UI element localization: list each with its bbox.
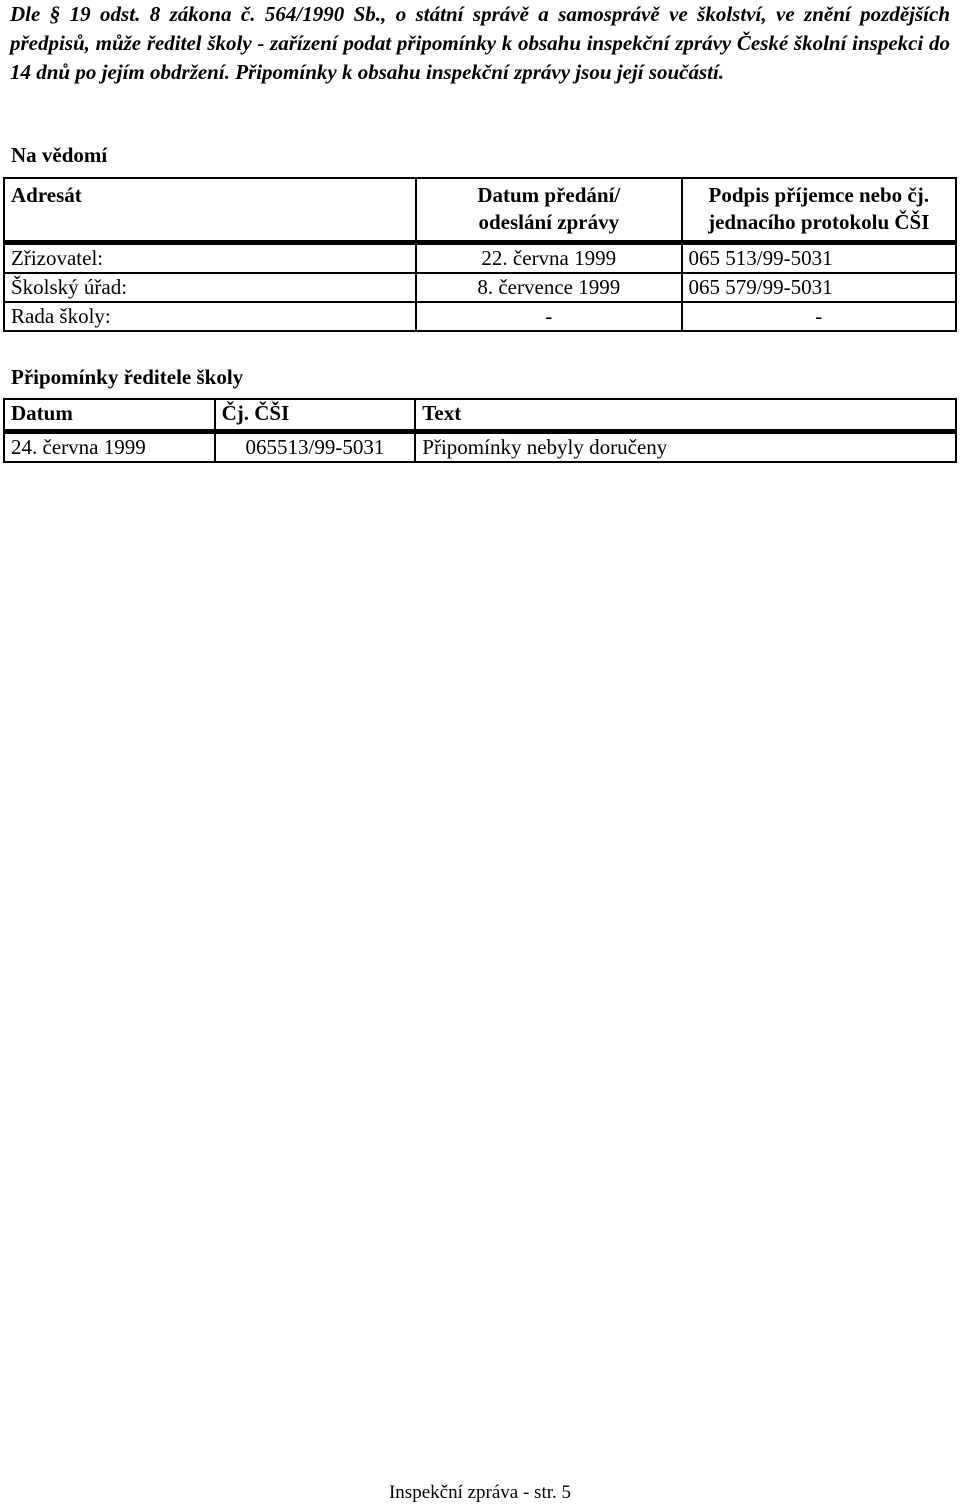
table-row: [4, 243, 956, 274]
table-row: [4, 302, 956, 331]
header-podpis-line1: Podpis příjemce nebo čj.: [708, 183, 929, 207]
table-header-row: [4, 178, 956, 243]
header-datum: [416, 178, 681, 243]
table-row: [4, 432, 956, 463]
header-adresat: Adresát: [4, 178, 416, 243]
cj-cell: 065513/99-5031: [215, 432, 416, 463]
datum-cell: 22. června 1999: [416, 243, 681, 274]
text-cell: Připomínky nebyly doručeny: [415, 432, 956, 463]
intro-paragraph: Dle § 19 odst. 8 zákona č. 564/1990 Sb., o státní správě a samosprávě ve školství, ve znění pozdějších předpisů, může ředitel školy - zařízení podat připomínky k obsahu inspekční zprávy České školní inspekci do 14 dnů po jejím obdržení. Připomínky k obsahu inspekční zprávy jsou její součástí.: [10, 2, 950, 84]
na-vedomi-heading: Na vědomí: [11, 143, 108, 167]
header-text: Text: [415, 399, 956, 432]
table-row: [4, 273, 956, 302]
datum-cell: -: [416, 302, 681, 331]
table-header-row: [4, 399, 956, 432]
datum-cell: 8. července 1999: [416, 273, 681, 302]
header-datum: Datum: [4, 399, 215, 432]
header-podpis: [682, 178, 956, 243]
podpis-cell: 065 579/99-5031: [682, 273, 956, 302]
datum-cell: 24. června 1999: [4, 432, 215, 463]
podpis-cell: -: [682, 302, 956, 331]
na-vedomi-table: [3, 177, 957, 332]
adresat-cell: Školský úřad:: [4, 273, 416, 302]
header-cj: Čj. ČŠI: [215, 399, 416, 432]
header-datum-line2: odeslání zprávy: [478, 210, 620, 234]
pripominky-heading: Připomínky ředitele školy: [11, 365, 244, 389]
header-datum-line1: Datum předání/: [477, 183, 621, 207]
adresat-cell: Rada školy:: [4, 302, 416, 331]
header-podpis-line2: jednacího protokolu ČŠI: [708, 210, 930, 234]
podpis-cell: 065 513/99-5031: [682, 243, 956, 274]
pripominky-table: [3, 398, 957, 463]
adresat-cell: Zřizovatel:: [4, 243, 416, 274]
page-footer: Inspekční zpráva - str. 5: [388, 1482, 572, 1503]
